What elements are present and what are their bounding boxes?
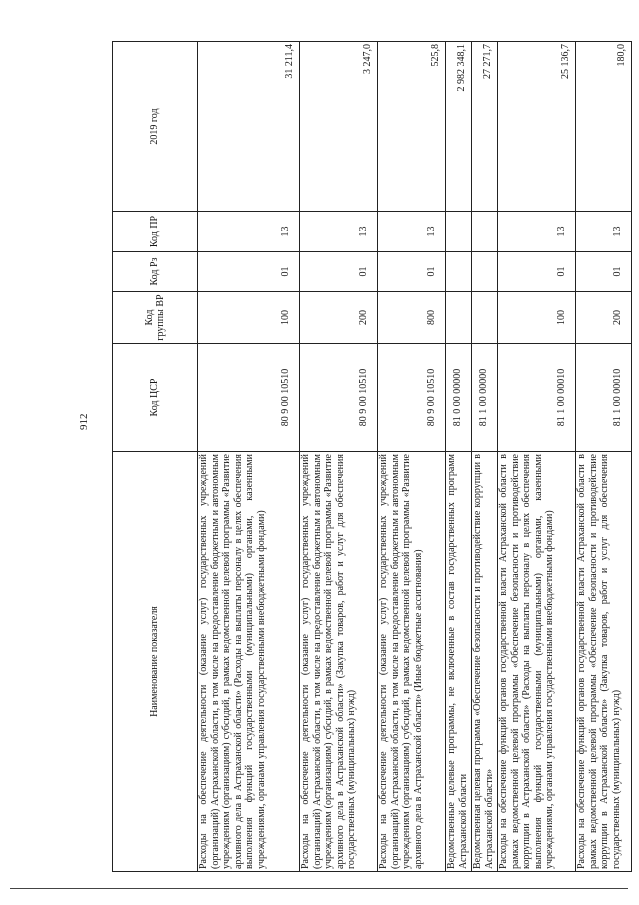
row-amount: 2 982 348,1	[446, 42, 472, 212]
row-pr: 13	[498, 212, 576, 252]
row-vr: 200	[300, 292, 378, 344]
row-name: Расходы на обеспечение функций органов государственной власти Астраханской области в рамках ведомственной целевой программы «Обеспечение безопасности и противодействие коррупции в Астраханской области» (Закупка товаров, работ и услуг для обеспечения государственных (муниципальных) нужд)	[576, 452, 632, 872]
row-name: Расходы на обеспечение функций органов государственной власти Астраханской области в рамках ведомственной целевой программы «Обеспечение безопасности и противодействие коррупции в Астраханской области» (Расходы на выплаты персоналу в целях обеспечения выполнения функций государственными (муниципальными) органами, казенными учреждениями, органами управления государственными внебюджетными фондами)	[498, 452, 576, 872]
header-amount: 2019 год	[113, 42, 198, 212]
row-rz: 01	[300, 252, 378, 292]
row-csr: 80 9 00 10510	[378, 344, 446, 452]
row-amount: 31 211,4	[198, 42, 300, 212]
row-csr: 81 0 00 00000	[446, 344, 472, 452]
table-row	[498, 42, 576, 872]
row-pr: 13	[576, 212, 632, 252]
row-name: Расходы на обеспечение деятельности (оказание услуг) государственных учреждений (организаций) Астраханской области, в том числе на предоставление бюджетным и автономным учреждениям (организациям) субсидий, в рамках ведомственной целевой программы «Развитие архивного дела в Астраханской области» (Закупка товаров, работ и услуг для обеспечения государственных (муниципальных) нужд)	[300, 452, 378, 872]
row-csr: 81 1 00 00010	[498, 344, 576, 452]
row-pr	[472, 212, 498, 252]
rotated-table-wrapper	[112, 42, 630, 872]
table-row	[446, 42, 472, 872]
table-row	[576, 42, 632, 872]
row-name: Ведомственная целевая программа «Обеспечение безопасности и противодействие коррупции в Астраханской области»	[472, 452, 498, 872]
header-pr: Код ПР	[113, 212, 198, 252]
header-rz: Код Рз	[113, 252, 198, 292]
row-rz	[472, 252, 498, 292]
table-header-row	[113, 42, 198, 872]
header-name: Наименование показателя	[113, 452, 198, 872]
row-amount: 3 247,0	[300, 42, 378, 212]
row-amount: 180,0	[576, 42, 632, 212]
row-csr: 81 1 00 00000	[472, 344, 498, 452]
row-name: Расходы на обеспечение деятельности (оказание услуг) государственных учреждений (организаций) Астраханской области, в том числе на предоставление бюджетным и автономным учреждениям (организациям) субсидий, в рамках ведомственной целевой программы «Развитие архивного дела в Астраханской области» (Иные бюджетные ассигнования)	[378, 452, 446, 872]
row-amount: 25 136,7	[498, 42, 576, 212]
row-vr: 100	[498, 292, 576, 344]
row-amount: 27 271,7	[472, 42, 498, 212]
table-row	[378, 42, 446, 872]
row-name: Расходы на обеспечение деятельности (оказание услуг) государственных учреждений (организаций) Астраханской области, в том числе на предоставление бюджетным и автономным учреждениям (организациям) субсидий, в рамках ведомственной целевой программы «Развитие архивного дела в Астраханской области» (Расходы на выплаты персоналу в целях обеспечения выполнения функций государственными (муниципальными) органами, казенными учреждениями, органами управления государственными внебюджетными фондами)	[198, 452, 300, 872]
row-pr: 13	[378, 212, 446, 252]
table-row	[198, 42, 300, 872]
row-vr	[472, 292, 498, 344]
row-rz: 01	[198, 252, 300, 292]
row-rz: 01	[498, 252, 576, 292]
table-row	[300, 42, 378, 872]
table-row	[472, 42, 498, 872]
header-csr: Код ЦСР	[113, 344, 198, 452]
row-csr: 81 1 00 00010	[576, 344, 632, 452]
row-vr: 800	[378, 292, 446, 344]
row-name: Ведомственные целевые программы, не включенные в состав государственных программ Астраханской области	[446, 452, 472, 872]
page-number: 912	[78, 413, 90, 430]
row-vr: 100	[198, 292, 300, 344]
row-rz	[446, 252, 472, 292]
budget-table	[112, 41, 632, 872]
row-amount: 525,8	[378, 42, 446, 212]
row-vr: 200	[576, 292, 632, 344]
row-rz: 01	[378, 252, 446, 292]
row-vr	[446, 292, 472, 344]
row-pr: 13	[300, 212, 378, 252]
bottom-rule	[10, 888, 628, 889]
row-pr	[446, 212, 472, 252]
row-pr: 13	[198, 212, 300, 252]
row-csr: 80 9 00 10510	[198, 344, 300, 452]
header-vr: Код группы ВР	[113, 292, 198, 344]
row-rz: 01	[576, 252, 632, 292]
row-csr: 80 9 00 10510	[300, 344, 378, 452]
